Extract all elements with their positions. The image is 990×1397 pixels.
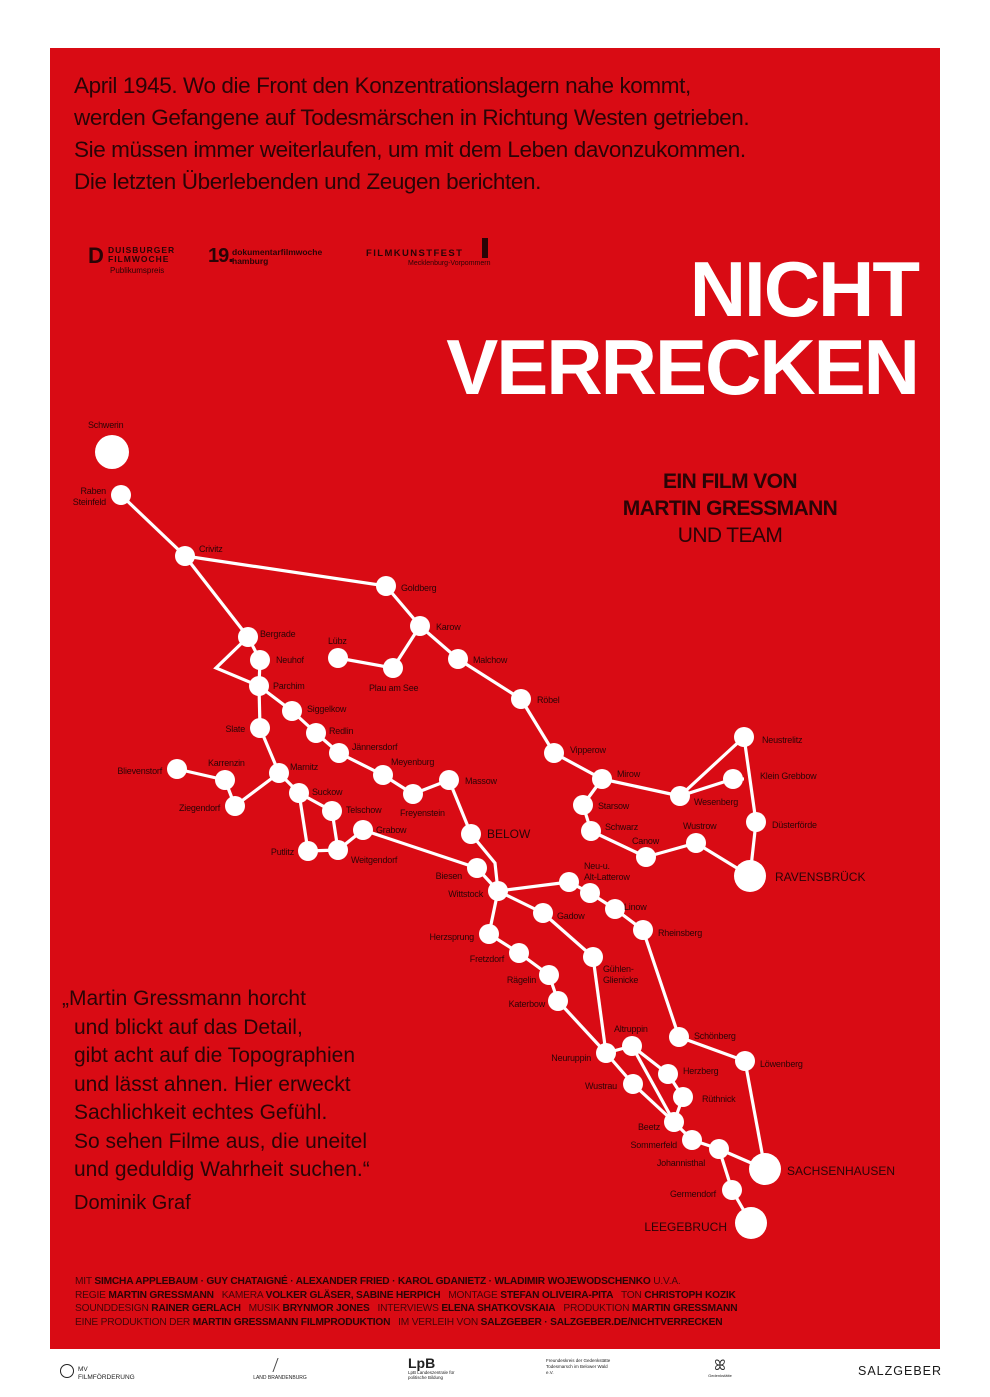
route-segment — [185, 556, 386, 586]
station-label: Putlitz — [270, 847, 294, 857]
billing-line — [75, 1275, 737, 1289]
station-label: Wesenberg — [694, 797, 739, 807]
station-dot — [225, 796, 245, 816]
hamburg-mark: 19. — [208, 245, 233, 267]
station-label: Meyenburg — [391, 757, 435, 767]
station-label: Marnitz — [290, 762, 319, 772]
station-dot — [580, 883, 600, 903]
quote-line: „Martin Gressmann horcht — [62, 987, 306, 1010]
billing-name: CHRISTOPH KOZIK — [644, 1289, 736, 1301]
station-label: Beetz — [637, 1122, 660, 1132]
station-dot — [734, 860, 766, 892]
station-label: Vipperow — [570, 745, 606, 755]
station-label: Altruppin — [614, 1024, 648, 1034]
station-label: SACHSENHAUSEN — [787, 1164, 896, 1178]
land-brandenburg-logo — [250, 1358, 310, 1382]
station-dot — [670, 786, 690, 806]
billing-name: MARTIN GRESSMANN FILMPRODUKTION — [192, 1316, 391, 1328]
station-dot — [658, 1064, 678, 1084]
station-dot — [723, 769, 743, 789]
station-dot — [548, 991, 568, 1011]
station-dot — [623, 1074, 643, 1094]
station-dot — [269, 763, 289, 783]
billing-name: BRYNMOR JONES — [282, 1303, 370, 1314]
station-dot — [376, 576, 396, 596]
station-dot — [573, 795, 593, 815]
route-segment — [458, 659, 521, 699]
memorial-label: Gedenkstätte — [708, 1373, 732, 1378]
station-dot — [596, 1043, 616, 1063]
billing-role: MONTAGE — [440, 1289, 501, 1301]
billing-role: MIT — [75, 1276, 95, 1287]
station-dot — [175, 546, 195, 566]
station-dot — [328, 648, 348, 668]
station-dot — [709, 1139, 729, 1159]
station-dot — [461, 824, 481, 844]
station-dot — [322, 801, 342, 821]
route-segment — [744, 737, 756, 822]
sponsor-logo-strip — [0, 1352, 990, 1397]
billing-role: TON — [613, 1289, 645, 1301]
station-dot — [722, 1180, 742, 1200]
station-dot — [559, 872, 579, 892]
billing-name: STEFAN OLIVEIRA-PITA — [500, 1289, 614, 1301]
station-label: Weitgendorf — [351, 855, 398, 865]
credit-line1: EIN FILM VON — [663, 470, 797, 493]
station-dot — [749, 1153, 781, 1185]
station-label: Herzsprung — [429, 932, 474, 942]
station-dot — [686, 833, 706, 853]
station-dot — [735, 1051, 755, 1071]
station-dot — [95, 435, 129, 469]
duisburg-mark: D — [88, 243, 104, 268]
station-label: Jännersdorf — [352, 742, 398, 752]
station-label: Slate — [225, 724, 245, 734]
station-dot — [636, 847, 656, 867]
title-line2: VERRECKEN — [446, 323, 918, 411]
title-line1: NICHT — [689, 245, 918, 333]
billing-role: KAMERA — [213, 1289, 266, 1301]
billing-name: MARTIN GRESSMANN — [631, 1303, 738, 1314]
station-label: Starsow — [598, 801, 630, 811]
station-dot — [533, 903, 553, 923]
station-label: Wittstock — [448, 889, 483, 899]
lpb-mark: LpB — [408, 1355, 436, 1371]
figures-icon: ꕤ — [714, 1357, 726, 1373]
station-label: Plau am See — [369, 683, 419, 693]
station-dot — [539, 965, 559, 985]
station-label: Johannisthal — [656, 1158, 705, 1168]
brandenburg-label: LAND BRANDENBURG — [253, 1375, 307, 1381]
station-label: Neu-u. — [584, 861, 610, 871]
station-dot — [282, 701, 302, 721]
station-dot — [488, 881, 508, 901]
station-dot — [735, 1207, 767, 1239]
station-dot — [111, 485, 131, 505]
foerderverein-logo — [546, 1358, 616, 1376]
station-dot — [734, 727, 754, 747]
station-label: Canow — [632, 836, 660, 846]
station-label: Linow — [624, 902, 647, 912]
station-dot — [403, 784, 423, 804]
station-label: Karow — [436, 622, 461, 632]
station-dot — [238, 627, 258, 647]
station-dot — [167, 759, 187, 779]
station-label: Biesen — [435, 871, 462, 881]
station-dot — [583, 947, 603, 967]
station-dot — [448, 649, 468, 669]
hamburg-line1: dokumentarfilmwoche — [232, 247, 323, 257]
route-segment — [185, 556, 248, 637]
duisburg-line2: FILMWOCHE — [108, 254, 170, 264]
station-label: Neuruppin — [551, 1053, 591, 1063]
station-dot — [664, 1112, 684, 1132]
memorial-logo — [700, 1358, 740, 1380]
billing-name: RAINER GERLACH — [151, 1303, 241, 1314]
station-dot — [633, 920, 653, 940]
station-label: Schwerin — [88, 420, 124, 430]
station-label: Goldberg — [401, 583, 437, 593]
station-dot — [250, 718, 270, 738]
station-label: Massow — [465, 776, 497, 786]
station-label: Redlin — [329, 726, 354, 736]
station-label: Suckow — [312, 787, 343, 797]
eagle-icon — [272, 1358, 288, 1372]
station-label: Raben — [80, 486, 106, 496]
station-dot — [439, 770, 459, 790]
station-label: LEEGEBRUCH — [644, 1220, 727, 1234]
lpb-logo — [408, 1356, 458, 1380]
station-label: Fretzdorf — [469, 954, 504, 964]
station-dot — [479, 924, 499, 944]
billing-name: ELENA SHATKOVSKAIA — [441, 1303, 556, 1314]
station-label: Lübz — [328, 636, 347, 646]
station-label: Crivitz — [199, 544, 223, 554]
billing-name: VOLKER GLÄSER, SABINE HERPICH — [265, 1289, 441, 1301]
lpb-label: LpB Landeszentrale für politische Bildung — [408, 1370, 455, 1380]
station-label: Siggelkow — [307, 704, 347, 714]
station-label: Rägelin — [506, 975, 536, 985]
station-label: Katerbow — [508, 999, 545, 1009]
credit-line2: MARTIN GRESSMANN — [622, 497, 838, 520]
mv-label: MV FILMFÖRDERUNG — [78, 1366, 135, 1381]
station-label: Grabow — [376, 825, 407, 835]
quote-author: Dominik Graf — [74, 1191, 191, 1214]
station-dot — [592, 769, 612, 789]
station-label: Malchow — [473, 655, 508, 665]
hamburg-line2: hamburg — [232, 256, 269, 266]
station-dot — [467, 858, 487, 878]
station-label: Röbel — [537, 695, 560, 705]
station-dot — [410, 616, 430, 636]
billing-role: EINE PRODUKTION DER — [75, 1316, 193, 1328]
route-segment — [745, 1061, 765, 1169]
quote-line: Sachlichkeit echtes Gefühl. — [74, 1101, 328, 1124]
station-label: BELOW — [487, 827, 531, 841]
intro-line: April 1945. Wo die Front den Konzentrationslagern nahe kommt, — [74, 73, 691, 98]
play-circle-icon — [60, 1364, 74, 1378]
station-dot — [215, 770, 235, 790]
quote-line: gibt acht auf die Topographien — [74, 1044, 355, 1067]
station-label: Freyenstein — [400, 808, 445, 818]
station-label: RAVENSBRÜCK — [775, 870, 866, 884]
billing-role: MUSIK — [240, 1303, 283, 1314]
station-dot — [581, 821, 601, 841]
station-dot — [306, 723, 326, 743]
quote-line: und blickt auf das Detail, — [74, 1015, 303, 1039]
station-label: Karrenzin — [208, 758, 245, 768]
station-dot — [373, 765, 393, 785]
station-dot — [329, 743, 349, 763]
billing-name: MARTIN GRESSMANN — [108, 1289, 214, 1301]
station-label: Klein Grebbow — [760, 771, 817, 781]
route-segment — [602, 779, 680, 796]
station-label: Parchim — [273, 681, 305, 691]
billing-role: IM VERLEIH VON — [390, 1316, 481, 1328]
intro-line: Sie müssen immer weiterlaufen, um mit dem Leben davonzukommen. — [74, 137, 746, 162]
station-dot — [250, 650, 270, 670]
station-dot — [509, 943, 529, 963]
station-label: Herzberg — [683, 1066, 719, 1076]
intro-line: werden Gefangene auf Todesmärschen in Richtung Westen getrieben. — [74, 105, 750, 130]
filmkunstfest-line2: Mecklenburg-Vorpommern — [408, 260, 491, 267]
station-label: Rüthnick — [702, 1094, 736, 1104]
quote-line: So sehen Filme aus, die uneitel — [74, 1129, 368, 1153]
station-label: Schwarz — [605, 822, 639, 832]
review-quote — [62, 985, 370, 1217]
billing-block — [75, 1275, 737, 1329]
duisburg-line1: DUISBURGER — [108, 245, 176, 255]
filmkunstfest-line1: FILMKUNSTFEST — [366, 248, 464, 259]
credit-line3: UND TEAM — [677, 524, 783, 547]
station-label: Wustrau — [585, 1081, 617, 1091]
station-dot — [544, 743, 564, 763]
station-label: Rheinsberg — [658, 928, 703, 938]
station-dot — [622, 1036, 642, 1056]
station-label: Germendorf — [669, 1189, 716, 1199]
billing-role: REGIE — [75, 1289, 109, 1301]
station-label: Schönberg — [694, 1031, 736, 1041]
station-label: Blievenstorf — [117, 766, 162, 776]
billing-role: INTERVIEWS — [369, 1303, 442, 1314]
station-label: Mirow — [617, 769, 640, 779]
quote-line: und geduldig Wahrheit suchen.“ — [74, 1158, 370, 1181]
station-label: Neuhof — [276, 655, 304, 665]
salzgeber-logo — [858, 1364, 942, 1378]
station-dot — [298, 841, 318, 861]
station-dot — [511, 689, 531, 709]
billing-name: SALZGEBER · SALZGEBER.DE/NICHTVERRECKEN — [480, 1316, 723, 1328]
station-dot — [289, 783, 309, 803]
station-label: Neustrelitz — [762, 735, 803, 745]
billing-line — [75, 1302, 737, 1316]
billing-role: PRODUKTION — [555, 1303, 632, 1314]
station-label: Telschow — [346, 805, 382, 815]
route-segment — [643, 930, 679, 1037]
station-dot — [669, 1027, 689, 1047]
station-dot — [673, 1087, 693, 1107]
billing-line — [75, 1316, 737, 1330]
billing-role: SOUNDDESIGN — [75, 1303, 152, 1314]
station-label: Steinfeld — [72, 497, 106, 507]
station-dot — [353, 820, 373, 840]
quote-line: und lässt ahnen. Hier erweckt — [74, 1072, 351, 1096]
station-dot — [605, 899, 625, 919]
billing-name: SIMCHA APPLEBAUM · GUY CHATAIGNÉ · ALEXANDER FRIED · KAROL GDANIETZ · WLADIMIR WOJEWODSCHENKO — [94, 1276, 651, 1287]
station-label: Löwenberg — [760, 1059, 803, 1069]
station-label: Wustrow — [683, 821, 717, 831]
station-dot — [682, 1130, 702, 1150]
station-dot — [746, 812, 766, 832]
station-label: Alt-Latterow — [584, 872, 630, 882]
station-label: Gühlen- — [603, 964, 634, 974]
route-segment — [121, 495, 185, 556]
station-dot — [328, 840, 348, 860]
station-label: Bergrade — [260, 629, 296, 639]
intro-line: Die letzten Überlebenden und Zeugen berichten. — [74, 169, 541, 194]
station-dot — [383, 658, 403, 678]
station-label: Düsterförde — [772, 820, 817, 830]
station-label: Gadow — [557, 911, 585, 921]
station-label: Sommerfeld — [630, 1140, 677, 1150]
station-label: Glienicke — [603, 975, 639, 985]
route-segment — [498, 882, 569, 891]
duisburg-line3: Publikumspreis — [110, 266, 165, 275]
billing-line — [75, 1289, 737, 1303]
foerderverein-label: Freundeskreis der Gedenkstätte Todesmarsch im Belower Wald e.V. — [546, 1358, 611, 1375]
station-label: Ziegendorf — [178, 803, 220, 813]
salzgeber-label: SALZGEBER — [858, 1364, 943, 1378]
billing-role: U.V.A. — [650, 1276, 681, 1287]
station-dot — [249, 676, 269, 696]
